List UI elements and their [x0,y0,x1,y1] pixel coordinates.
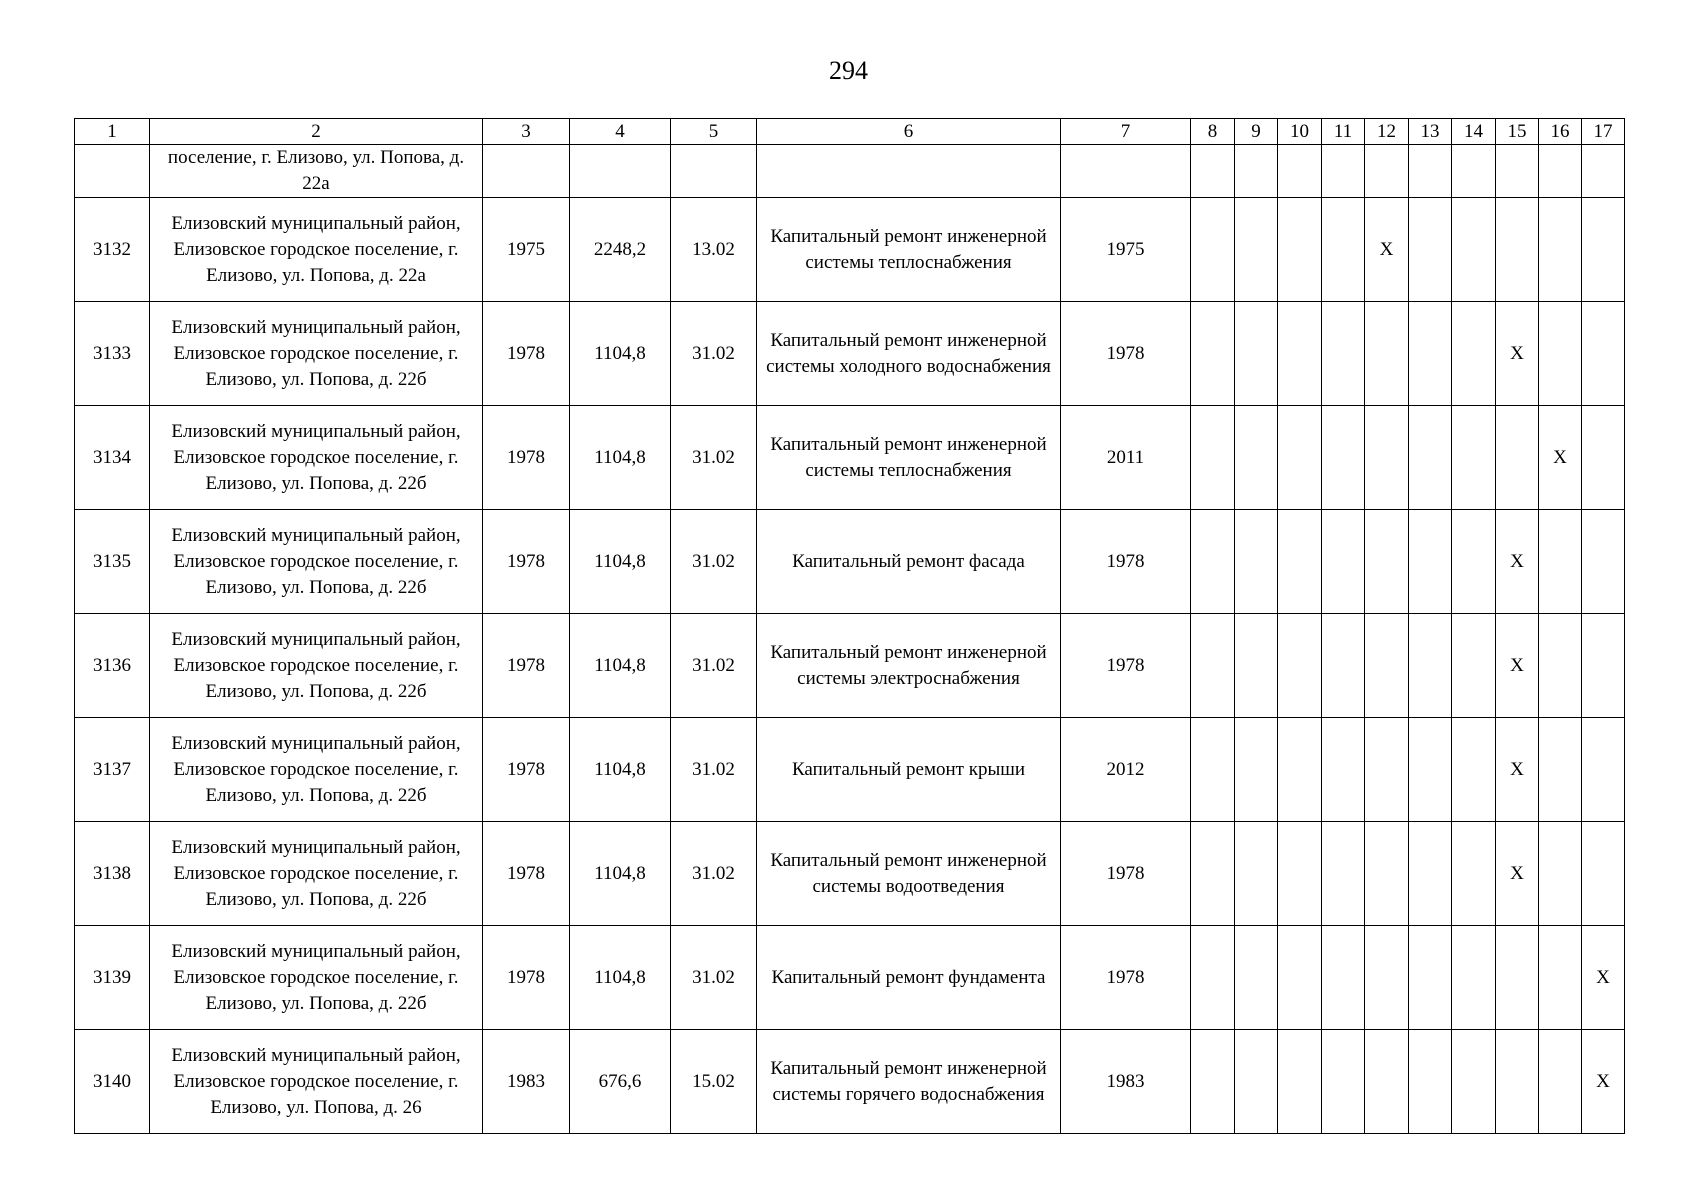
area-cell: 1104,8 [570,718,671,822]
period-mark-cell [1278,1030,1322,1134]
area-cell: 1104,8 [570,822,671,926]
last-repair-year-cell: 2011 [1061,406,1191,510]
row-number-cell: 3132 [75,198,150,302]
construction-year-cell [483,145,570,198]
address-cell: Елизовский муниципальный район, Елизовское городское поселение, г. Елизово, ул. Попова, д. 26 [150,1030,483,1134]
address-cell: Елизовский муниципальный район, Елизовское городское поселение, г. Елизово, ул. Попова, д. 22б [150,302,483,406]
work-type-cell: Капитальный ремонт инженерной системы теплоснабжения [757,198,1061,302]
period-mark-cell [1278,718,1322,822]
area-cell [570,145,671,198]
code-cell: 15.02 [671,1030,757,1134]
address-cell: Елизовский муниципальный район, Елизовское городское поселение, г. Елизово, ул. Попова, д. 22а [150,198,483,302]
address-cell: Елизовский муниципальный район, Елизовское городское поселение, г. Елизово, ул. Попова, д. 22б [150,510,483,614]
table-row [75,718,1625,822]
last-repair-year-cell: 1978 [1061,926,1191,1030]
period-mark-cell: Х [1539,406,1582,510]
work-type-cell: Капитальный ремонт фасада [757,510,1061,614]
period-mark-cell [1409,145,1452,198]
period-mark-cell [1191,926,1235,1030]
area-cell: 1104,8 [570,614,671,718]
period-mark-cell [1235,926,1278,1030]
period-mark-cell [1278,926,1322,1030]
column-number-header: 5 [671,119,757,145]
period-mark-cell [1191,614,1235,718]
table-row [75,614,1625,718]
code-cell: 31.02 [671,614,757,718]
row-number-cell: 3138 [75,822,150,926]
code-cell: 31.02 [671,302,757,406]
period-mark-cell [1409,198,1452,302]
period-mark-cell [1191,198,1235,302]
period-mark-cell [1409,510,1452,614]
column-number-header: 6 [757,119,1061,145]
area-cell: 1104,8 [570,406,671,510]
work-type-cell: Капитальный ремонт фундамента [757,926,1061,1030]
address-cell: поселение, г. Елизово, ул. Попова, д. 22а [150,145,483,198]
work-type-cell: Капитальный ремонт инженерной системы электроснабжения [757,614,1061,718]
row-number-cell [75,145,150,198]
period-mark-cell [1365,145,1409,198]
row-number-cell: 3136 [75,614,150,718]
address-cell: Елизовский муниципальный район, Елизовское городское поселение, г. Елизово, ул. Попова, д. 22б [150,406,483,510]
period-mark-cell [1235,302,1278,406]
period-mark-cell [1191,822,1235,926]
period-mark-cell [1278,614,1322,718]
period-mark-cell: Х [1496,510,1539,614]
period-mark-cell: Х [1582,926,1625,1030]
table-row [75,510,1625,614]
period-mark-cell [1278,510,1322,614]
period-mark-cell [1322,510,1365,614]
work-type-cell: Капитальный ремонт инженерной системы горячего водоснабжения [757,1030,1061,1134]
period-mark-cell [1322,718,1365,822]
row-number-cell: 3135 [75,510,150,614]
work-type-cell: Капитальный ремонт инженерной системы холодного водоснабжения [757,302,1061,406]
period-mark-cell [1452,406,1496,510]
period-mark-cell [1539,718,1582,822]
construction-year-cell: 1978 [483,718,570,822]
period-mark-cell: Х [1582,1030,1625,1134]
column-number-header: 14 [1452,119,1496,145]
last-repair-year-cell: 1978 [1061,822,1191,926]
work-type-cell: Капитальный ремонт инженерной системы теплоснабжения [757,406,1061,510]
last-repair-year-cell: 1978 [1061,614,1191,718]
period-mark-cell [1235,406,1278,510]
address-cell: Елизовский муниципальный район, Елизовское городское поселение, г. Елизово, ул. Попова, д. 22б [150,614,483,718]
code-cell [671,145,757,198]
period-mark-cell [1322,1030,1365,1134]
period-mark-cell [1539,926,1582,1030]
area-cell: 1104,8 [570,510,671,614]
period-mark-cell [1278,406,1322,510]
area-cell: 1104,8 [570,302,671,406]
period-mark-cell [1496,926,1539,1030]
code-cell: 31.02 [671,510,757,614]
construction-year-cell: 1983 [483,1030,570,1134]
period-mark-cell [1322,614,1365,718]
last-repair-year-cell: 1978 [1061,510,1191,614]
period-mark-cell [1365,302,1409,406]
area-cell: 2248,2 [570,198,671,302]
work-type-cell [757,145,1061,198]
construction-year-cell: 1978 [483,614,570,718]
row-number-cell: 3134 [75,406,150,510]
period-mark-cell [1452,926,1496,1030]
last-repair-year-cell: 2012 [1061,718,1191,822]
column-number-header: 4 [570,119,671,145]
row-number-cell: 3137 [75,718,150,822]
period-mark-cell [1235,614,1278,718]
period-mark-cell [1365,614,1409,718]
period-mark-cell [1539,614,1582,718]
last-repair-year-cell: 1983 [1061,1030,1191,1134]
period-mark-cell [1409,822,1452,926]
last-repair-year-cell [1061,145,1191,198]
continuation-row [75,145,1625,198]
period-mark-cell [1452,718,1496,822]
period-mark-cell [1582,822,1625,926]
construction-year-cell: 1978 [483,822,570,926]
code-cell: 31.02 [671,406,757,510]
period-mark-cell [1582,718,1625,822]
period-mark-cell [1322,198,1365,302]
construction-year-cell: 1978 [483,926,570,1030]
column-number-header: 10 [1278,119,1322,145]
period-mark-cell [1322,145,1365,198]
period-mark-cell [1191,1030,1235,1134]
period-mark-cell [1452,614,1496,718]
period-mark-cell [1365,718,1409,822]
repair-schedule-table [74,118,1625,1134]
period-mark-cell [1582,302,1625,406]
period-mark-cell [1452,302,1496,406]
column-number-header: 16 [1539,119,1582,145]
period-mark-cell [1191,718,1235,822]
period-mark-cell [1365,1030,1409,1134]
column-number-header: 9 [1235,119,1278,145]
table-row [75,302,1625,406]
period-mark-cell [1539,145,1582,198]
column-number-header: 7 [1061,119,1191,145]
construction-year-cell: 1975 [483,198,570,302]
column-number-header: 3 [483,119,570,145]
address-cell: Елизовский муниципальный район, Елизовское городское поселение, г. Елизово, ул. Попова, д. 22б [150,822,483,926]
period-mark-cell [1235,718,1278,822]
period-mark-cell [1582,198,1625,302]
period-mark-cell [1539,510,1582,614]
code-cell: 31.02 [671,822,757,926]
period-mark-cell [1409,718,1452,822]
period-mark-cell [1452,822,1496,926]
period-mark-cell [1409,926,1452,1030]
column-number-header: 2 [150,119,483,145]
period-mark-cell [1496,145,1539,198]
work-type-cell: Капитальный ремонт инженерной системы водоотведения [757,822,1061,926]
period-mark-cell: Х [1496,302,1539,406]
last-repair-year-cell: 1978 [1061,302,1191,406]
period-mark-cell [1365,406,1409,510]
code-cell: 31.02 [671,718,757,822]
row-number-cell: 3139 [75,926,150,1030]
period-mark-cell [1409,406,1452,510]
period-mark-cell [1582,510,1625,614]
period-mark-cell [1278,145,1322,198]
table-row [75,926,1625,1030]
code-cell: 31.02 [671,926,757,1030]
code-cell: 13.02 [671,198,757,302]
column-number-header: 8 [1191,119,1235,145]
period-mark-cell [1235,822,1278,926]
area-cell: 676,6 [570,1030,671,1134]
period-mark-cell [1365,926,1409,1030]
period-mark-cell [1191,510,1235,614]
period-mark-cell [1496,1030,1539,1134]
period-mark-cell: Х [1365,198,1409,302]
period-mark-cell [1235,1030,1278,1134]
construction-year-cell: 1978 [483,302,570,406]
column-number-header: 1 [75,119,150,145]
row-number-cell: 3140 [75,1030,150,1134]
row-number-cell: 3133 [75,302,150,406]
period-mark-cell [1278,198,1322,302]
period-mark-cell [1322,822,1365,926]
period-mark-cell [1365,822,1409,926]
table-row [75,822,1625,926]
period-mark-cell [1409,302,1452,406]
period-mark-cell [1365,510,1409,614]
address-cell: Елизовский муниципальный район, Елизовское городское поселение, г. Елизово, ул. Попова, д. 22б [150,926,483,1030]
period-mark-cell [1582,145,1625,198]
period-mark-cell [1235,145,1278,198]
period-mark-cell [1409,1030,1452,1134]
period-mark-cell [1278,302,1322,406]
period-mark-cell: Х [1496,822,1539,926]
period-mark-cell [1582,406,1625,510]
period-mark-cell [1322,302,1365,406]
period-mark-cell [1191,406,1235,510]
last-repair-year-cell: 1975 [1061,198,1191,302]
table-row [75,406,1625,510]
period-mark-cell [1235,510,1278,614]
period-mark-cell [1191,145,1235,198]
address-cell: Елизовский муниципальный район, Елизовское городское поселение, г. Елизово, ул. Попова, д. 22б [150,718,483,822]
period-mark-cell [1322,406,1365,510]
construction-year-cell: 1978 [483,406,570,510]
column-number-header: 17 [1582,119,1625,145]
period-mark-cell [1452,145,1496,198]
period-mark-cell [1539,302,1582,406]
period-mark-cell [1191,302,1235,406]
period-mark-cell: Х [1496,614,1539,718]
period-mark-cell [1496,406,1539,510]
column-number-header: 11 [1322,119,1365,145]
area-cell: 1104,8 [570,926,671,1030]
period-mark-cell [1452,1030,1496,1134]
table-row [75,1030,1625,1134]
period-mark-cell [1409,614,1452,718]
column-number-header: 13 [1409,119,1452,145]
period-mark-cell [1452,510,1496,614]
period-mark-cell [1496,198,1539,302]
period-mark-cell [1322,926,1365,1030]
work-type-cell: Капитальный ремонт крыши [757,718,1061,822]
column-number-header: 12 [1365,119,1409,145]
page-number: 294 [829,56,868,85]
period-mark-cell [1539,822,1582,926]
period-mark-cell: Х [1496,718,1539,822]
period-mark-cell [1278,822,1322,926]
period-mark-cell [1539,198,1582,302]
column-number-header-row [75,119,1625,145]
period-mark-cell [1539,1030,1582,1134]
period-mark-cell [1582,614,1625,718]
period-mark-cell [1452,198,1496,302]
period-mark-cell [1235,198,1278,302]
construction-year-cell: 1978 [483,510,570,614]
column-number-header: 15 [1496,119,1539,145]
table-row [75,198,1625,302]
